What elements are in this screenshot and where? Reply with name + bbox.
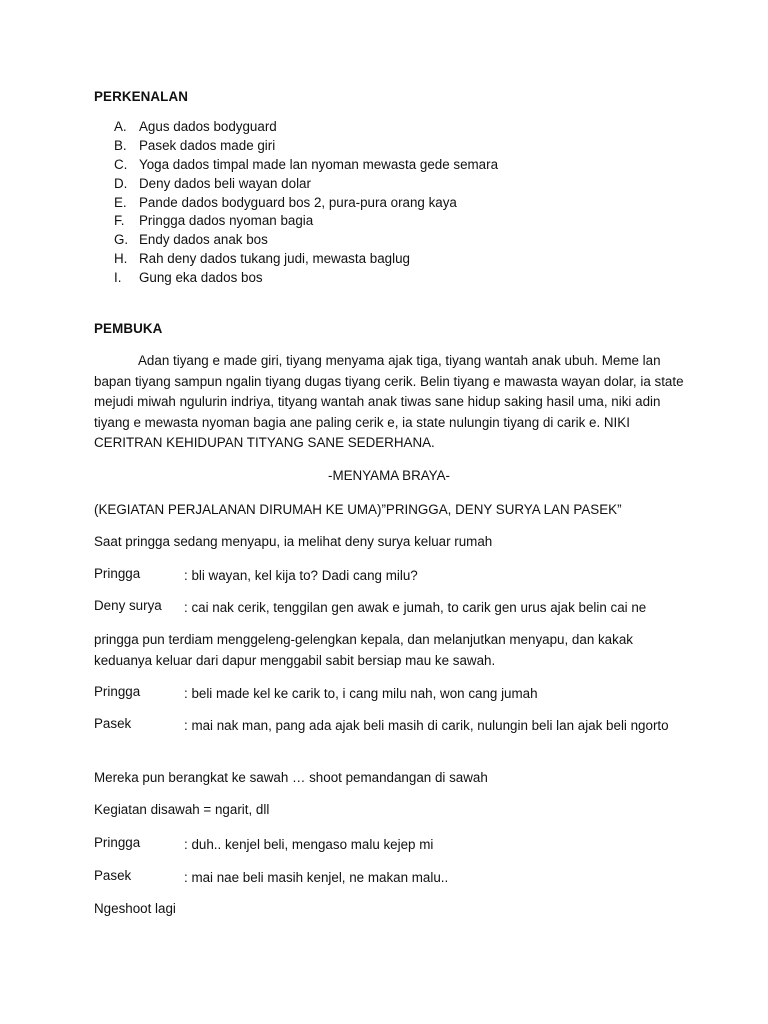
cast-text: Deny dados beli wayan dolar <box>139 175 311 191</box>
cast-text: Yoga dados timpal made lan nyoman mewasta gede semara <box>139 156 499 172</box>
list-marker: B. <box>114 137 127 153</box>
heading-pembuka: PEMBUKA <box>94 321 163 336</box>
cast-item <box>114 175 498 194</box>
list-marker: A. <box>114 119 127 134</box>
list-marker: I. <box>114 270 122 286</box>
speech-text: : duh.. kenjel beli, mengaso malu kejep mi <box>184 837 434 852</box>
speech-text: : cai nak cerik, tenggilan gen awak e jumah, to carik gen urus ajak belin cai ne <box>184 600 647 615</box>
cast-item <box>114 194 498 213</box>
cast-list <box>114 118 498 288</box>
section-title: -MENYAMA BRAYA- <box>327 468 451 483</box>
cast-item <box>114 250 498 269</box>
cast-text: Agus dados bodyguard <box>139 119 277 134</box>
list-marker: G. <box>114 232 129 248</box>
cast-item <box>114 231 498 250</box>
cast-text: Pasek dados made giri <box>139 137 276 153</box>
speech-text: : mai nak man, pang ada ajak beli masih di carik, nulungin beli lan ajak beli ngorto <box>184 718 669 733</box>
list-marker: D. <box>114 175 128 191</box>
cast-item <box>114 212 498 231</box>
speaker-name: Pasek <box>94 716 132 731</box>
cast-text: Pringga dados nyoman bagia <box>139 213 314 229</box>
narration-line: Kegiatan disawah = ngarit, dll <box>94 802 270 817</box>
list-marker: F. <box>114 213 125 229</box>
speaker-name: Pringga <box>94 566 141 581</box>
cast-text: Gung eka dados bos <box>139 270 263 286</box>
heading-perkenalan: PERKENALAN <box>94 89 188 104</box>
narration-line: Ngeshoot lagi <box>94 901 176 916</box>
speech-text: : bli wayan, kel kija to? Dadi cang milu? <box>184 568 418 583</box>
cast-text: Pande dados bodyguard bos 2, pura-pura orang kaya <box>139 194 457 210</box>
opening-paragraph: Adan tiyang e made giri, tiyang menyama ajak tiga, tiyang wantah anak ubuh. Meme lan bapan tiyang sampun ngalin tiyang dugas tiyang cerik. Belin tiyang e mawasta wayan dolar, ia state mejudi miwah ngulurin indriya, tityang wantah anak tiwas sane hidup saking hasil uma, niki adin tiyang e mewasta nyoman bagia ane paling cerik e, ia state nulungin tiyang di carik e. NIKI CERITRAN KEHIDUPAN TITYANG SANE SEDERHANA. <box>94 353 684 451</box>
list-marker: H. <box>114 251 128 267</box>
speaker-name: Pasek <box>94 868 132 883</box>
narration-paragraph: pringga pun terdiam menggeleng-gelengkan kepala, dan melanjutkan menyapu, dan kakak keduanya keluar dari dapur menggabil sabit bersiap mau ke sawah. <box>94 632 633 668</box>
cast-text: Rah deny dados tukang judi, mewasta baglug <box>139 251 410 267</box>
scene-note: (KEGIATAN PERJALANAN DIRUMAH KE UMA)”PRINGGA, DENY SURYA LAN PASEK” <box>94 502 622 517</box>
cast-item <box>114 137 498 156</box>
speech-text: : mai nae beli masih kenjel, ne makan malu.. <box>184 870 449 885</box>
speech-text: : beli made kel ke carik to, i cang milu nah, won cang jumah <box>184 686 538 701</box>
speaker-name: Pringga <box>94 684 141 699</box>
speaker-name: Pringga <box>94 835 141 850</box>
cast-item <box>114 156 498 175</box>
list-marker: E. <box>114 194 127 210</box>
cast-item <box>114 118 498 137</box>
cast-item <box>114 269 498 288</box>
list-marker: C. <box>114 156 128 172</box>
cast-text: Endy dados anak bos <box>139 232 268 248</box>
speaker-name: Deny surya <box>94 598 162 613</box>
narration-line: Mereka pun berangkat ke sawah … shoot pemandangan di sawah <box>94 770 488 785</box>
narration-line: Saat pringga sedang menyapu, ia melihat deny surya keluar rumah <box>94 534 493 549</box>
